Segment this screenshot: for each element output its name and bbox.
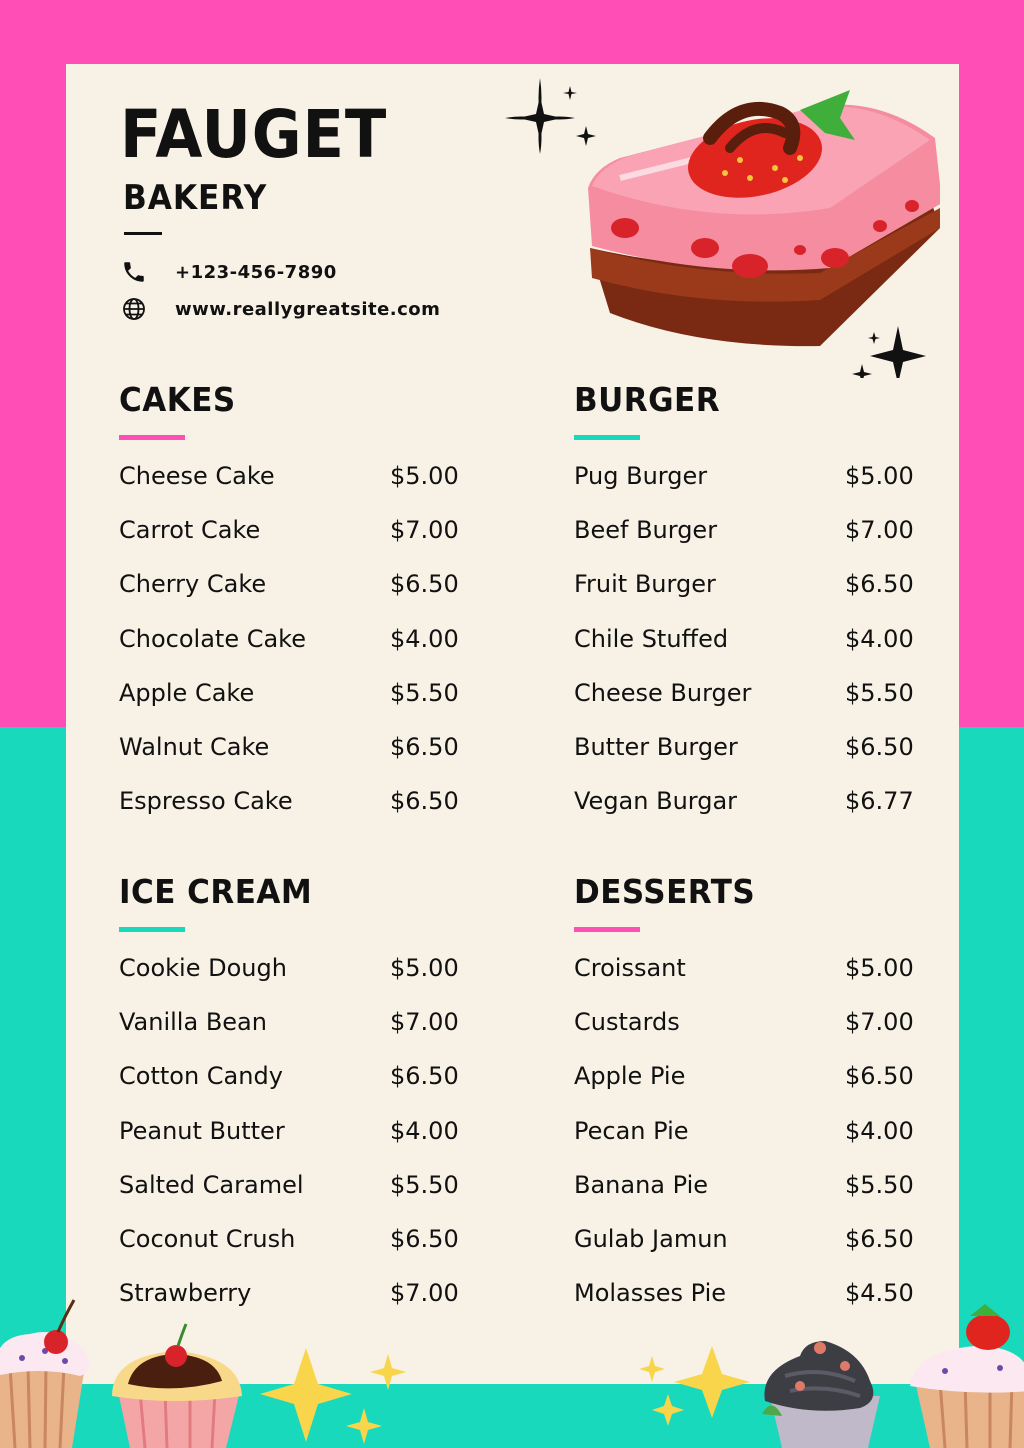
- menu-item-name: Pug Burger: [574, 462, 708, 490]
- menu-item-price: $4.00: [390, 1116, 459, 1145]
- menu-item-name: Chocolate Cake: [119, 624, 306, 653]
- menu-list-burger: [574, 462, 914, 841]
- menu-item-name: Fruit Burger: [574, 570, 716, 599]
- menu-item-price: $7.00: [390, 1279, 459, 1308]
- menu-item: [119, 570, 459, 624]
- menu-item-name: Cheese Burger: [574, 678, 752, 707]
- menu-item-name: Salted Caramel: [119, 1170, 304, 1199]
- menu-item-price: $5.50: [845, 1170, 914, 1199]
- section-desserts: [574, 872, 914, 1333]
- menu-item: [574, 1225, 914, 1279]
- brand-block: [120, 96, 410, 218]
- menu-item-name: Vanilla Bean: [119, 1008, 267, 1037]
- menu-item-price: $7.00: [390, 516, 459, 545]
- phone-icon: [120, 258, 148, 286]
- section-accent-bar: [119, 435, 185, 440]
- cake-illustration: [500, 78, 940, 378]
- menu-item-name: Beef Burger: [574, 516, 718, 545]
- menu-item: [119, 1062, 459, 1116]
- section-burger: [574, 380, 914, 841]
- menu-list-cakes: [119, 462, 459, 841]
- menu-item-name: Molasses Pie: [574, 1279, 727, 1308]
- menu-item: [574, 1171, 914, 1225]
- contact-phone[interactable]: [120, 258, 337, 286]
- menu-item-price: $6.50: [390, 732, 459, 761]
- menu-item-price: $6.50: [845, 1224, 914, 1253]
- menu-item-name: Pecan Pie: [574, 1116, 689, 1145]
- menu-item: [574, 679, 914, 733]
- section-accent-bar: [119, 927, 185, 932]
- menu-item: [119, 733, 459, 787]
- website-text: www.reallygreatsite.com: [175, 298, 441, 320]
- menu-item-price: $6.50: [390, 787, 459, 816]
- menu-item-price: $5.00: [390, 954, 459, 982]
- menu-list-desserts: [574, 954, 914, 1333]
- menu-item-name: Strawberry: [119, 1279, 252, 1308]
- menu-item: [574, 625, 914, 679]
- menu-item-name: Apple Cake: [119, 678, 255, 707]
- section-cakes: [119, 380, 459, 841]
- menu-item-name: Chile Stuffed: [574, 624, 729, 653]
- menu-item-name: Cotton Candy: [119, 1062, 283, 1091]
- menu-item-price: $5.50: [845, 678, 914, 707]
- menu-item: [574, 570, 914, 624]
- menu-item: [119, 625, 459, 679]
- menu-item-name: Croissant: [574, 954, 686, 982]
- menu-item: [574, 954, 914, 1008]
- brand-divider: [124, 232, 162, 235]
- menu-item-name: Walnut Cake: [119, 732, 270, 761]
- menu-item: [119, 462, 459, 516]
- menu-item-name: Cheese Cake: [119, 462, 275, 490]
- menu-item-price: $6.50: [390, 1062, 459, 1091]
- brand-subtitle: BAKERY: [123, 178, 268, 218]
- menu-item: [119, 1171, 459, 1225]
- menu-item: [119, 1008, 459, 1062]
- menu-item: [574, 1062, 914, 1116]
- menu-item-name: Cherry Cake: [119, 570, 267, 599]
- menu-item: [119, 516, 459, 570]
- menu-item-name: Coconut Crush: [119, 1224, 296, 1253]
- menu-item-name: Cookie Dough: [119, 954, 287, 982]
- menu-item: [119, 1117, 459, 1171]
- menu-item: [119, 787, 459, 841]
- menu-item-name: Espresso Cake: [119, 787, 293, 816]
- menu-item-price: $5.00: [845, 954, 914, 982]
- menu-item-price: $4.00: [390, 624, 459, 653]
- globe-icon: [120, 295, 148, 323]
- menu-item-name: Custards: [574, 1008, 680, 1037]
- menu-item: [574, 516, 914, 570]
- cupcake-decorations: [0, 1296, 1024, 1448]
- menu-item-name: Carrot Cake: [119, 516, 261, 545]
- menu-item-price: $7.00: [390, 1008, 459, 1037]
- menu-item-price: $4.00: [845, 1116, 914, 1145]
- menu-item-price: $5.50: [390, 678, 459, 707]
- menu-list-ice-cream: [119, 954, 459, 1333]
- menu-item-price: $5.00: [390, 462, 459, 490]
- menu-item-name: Gulab Jamun: [574, 1224, 728, 1253]
- menu-item-price: $6.50: [845, 570, 914, 599]
- section-title-cakes: CAKES: [119, 380, 236, 419]
- section-title-ice-cream: ICE CREAM: [119, 872, 313, 911]
- menu-item-name: Vegan Burgar: [574, 787, 738, 816]
- section-title-desserts: DESSERTS: [574, 872, 756, 911]
- section-ice-cream: [119, 872, 459, 1333]
- menu-item: [574, 1008, 914, 1062]
- section-accent-bar: [574, 927, 640, 932]
- menu-item-name: Butter Burger: [574, 732, 738, 761]
- menu-item: [119, 954, 459, 1008]
- brand-name: FAUGET: [120, 96, 388, 173]
- menu-item-price: $6.50: [845, 732, 914, 761]
- menu-item-price: $6.50: [845, 1062, 914, 1091]
- menu-item: [574, 733, 914, 787]
- menu-item-name: Peanut Butter: [119, 1116, 285, 1145]
- phone-text: +123-456-7890: [175, 261, 337, 283]
- menu-item-price: $4.00: [845, 624, 914, 653]
- menu-item-price: $6.50: [390, 1224, 459, 1253]
- menu-item: [119, 1225, 459, 1279]
- section-title-burger: BURGER: [574, 380, 721, 419]
- menu-item-name: Banana Pie: [574, 1170, 709, 1199]
- menu-item-price: $4.50: [845, 1279, 914, 1308]
- menu-item-price: $5.50: [390, 1170, 459, 1199]
- menu-item-price: $6.50: [390, 570, 459, 599]
- menu-item-price: $7.00: [845, 1008, 914, 1037]
- menu-item: [119, 679, 459, 733]
- menu-item-price: $5.00: [845, 462, 914, 490]
- section-accent-bar: [574, 435, 640, 440]
- menu-item-name: Apple Pie: [574, 1062, 686, 1091]
- menu-item: [574, 1117, 914, 1171]
- menu-item-price: $6.77: [845, 787, 914, 816]
- menu-item: [574, 462, 914, 516]
- menu-item: [574, 787, 914, 841]
- contact-website[interactable]: [120, 295, 440, 323]
- menu-item-price: $7.00: [845, 516, 914, 545]
